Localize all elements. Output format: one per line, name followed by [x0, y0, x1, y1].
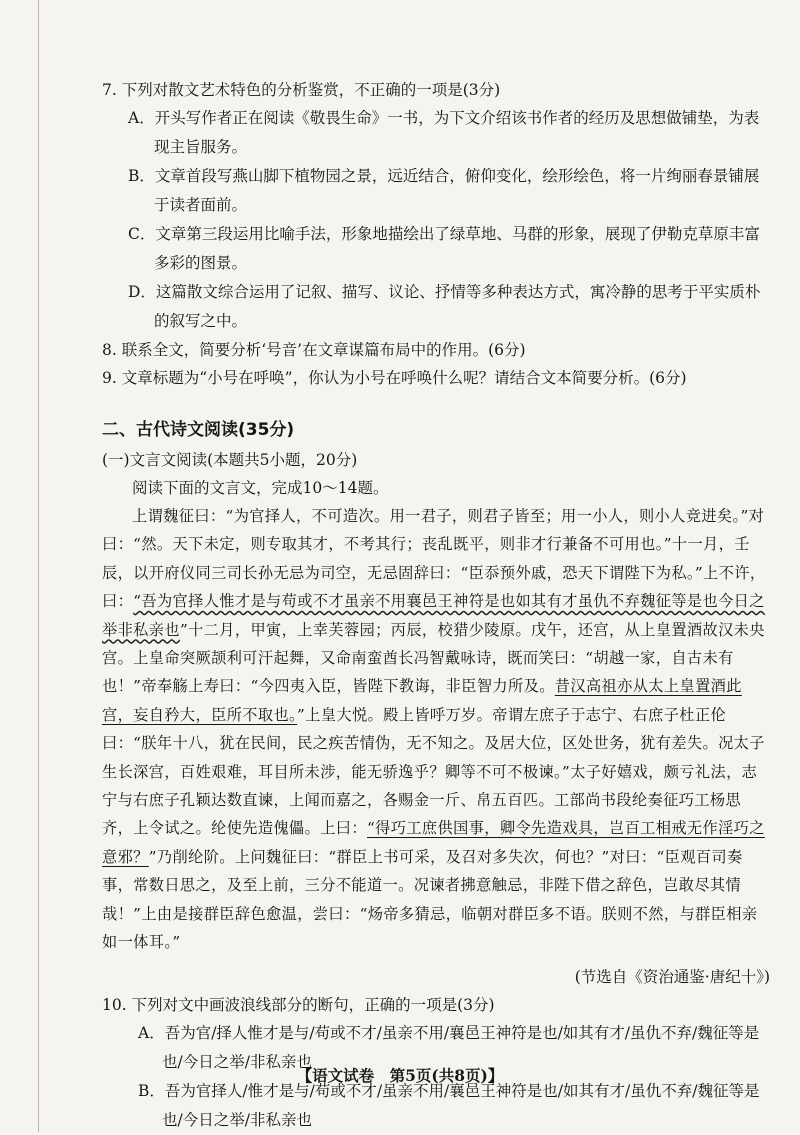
page-footer: 【语文试卷 第5页(共8页)】 [296, 1066, 504, 1085]
passage-part-4: ”乃削纶阶。上问魏征曰：“群臣上书可采，及召对多失次，何也？”对曰：“臣观百司奏事，常数日思之，及至上前，三分不能道一。况谏者拂意触忌，非陛下借之辞色，岂敢尽其情哉！”上由是接群臣辞色愈温，尝曰：“炀帝多猜忌，临朝对群臣多不语。朕则不然，与群臣相亲如一体耳。” [102, 847, 758, 952]
wavy-underlined-sentence: “吾为官择人惟才是与苟或不才虽亲不用襄邑王神符是也如其有才虽仇不弃魏征等是也今日之举非私亲也 [102, 592, 765, 639]
passage-source: (节选自《资治通鉴·唐纪十》) [574, 967, 770, 986]
question-7-option-d: D．这篇散文综合运用了记叙、描写、议论、抒情等多种表达方式，寓冷静的思考于平实质朴的叙写之中。 [128, 283, 761, 330]
exam-page [102, 76, 770, 1135]
question-7-stem: 7. 下列对散文艺术特色的分析鉴赏，不正确的一项是(3分) [102, 81, 501, 99]
passage-part-1: 上谓魏征曰：“为官择人，不可造次。用一君子，则君子皆至；用一小人，则小人竞进矣。”对曰：“然。天下未定，则专取其才，不考其行；丧乱既平，则非才行兼备不可用也。”十一月，壬辰，以开府仪同三司长孙无忌为司空，无忌固辞曰：“臣忝预外戚，恐天下谓陛下为私。”上不许，曰： [102, 507, 766, 611]
classical-passage [102, 502, 770, 957]
question-9: 9. 文章标题为“小号在呼唤”，你认为小号在呼唤什么呢？请结合文本简要分析。(6分) [102, 369, 687, 387]
question-8: 8. 联系全文，简要分析‘号音’在文章谋篇布局中的作用。(6分) [102, 341, 526, 359]
question-10-option-b: B．吾为官择人/惟才是与/苟或不才/虽亲不用/襄邑王神符是也/如其有才/虽仇不弃/魏征等是也/今日之举/非私亲也 [138, 1081, 760, 1129]
question-7-option-b: B．文章首段写燕山脚下植物园之景，远近结合，俯仰变化，绘形绘色，将一片绚丽春景铺展于读者面前。 [128, 167, 760, 214]
passage-part-2: ”十二月，甲寅，上幸芙蓉园；丙辰，校猎少陵原。戊午，还宫，从上皇置酒故汉未央宫。上皇命突厥颉利可汗起舞，又命南蛮酋长冯智戴咏诗，既而笑曰：“胡越一家，自古未有也！”帝奉觞上寿曰：“今四夷入臣，皆陛下教诲，非臣智力所及。 [102, 620, 765, 696]
question-7-option-c: C．文章第三段运用比喻手法，形象地描绘出了绿草地、马群的形象，展现了伊勒克草原丰富多彩的图景。 [128, 225, 760, 272]
reading-instruction: 阅读下面的文言文，完成10～14题。 [132, 479, 389, 497]
underlined-sentence-1: 昔汉高祖亦从太上皇置酒此宫，妄自矜大，臣所不取也。 [102, 677, 742, 724]
subsection-title: (一)文言文阅读(本题共5小题，20分) [102, 451, 358, 469]
question-10-stem: 10. 下列对文中画波浪线部分的断句，正确的一项是(3分) [102, 995, 495, 1014]
question-10-option-a: A．吾为官/择人惟才是与/苟或不才/虽亲不用/襄邑王神符是也/如其有才/虽仇不弃/魏征等是也/今日之举/非私亲也 [138, 1023, 760, 1071]
binding-line [38, 0, 39, 1132]
passage-part-3: ”上皇大悦。殿上皆呼万岁。帝谓左庶子于志宁、右庶子杜正伦曰：“朕年十八，犹在民间，民之疾苦情伪，无不知之。及居大位，区处世务，犹有差失。况太子生长深宫，百姓艰难，耳目所未涉，能无骄逸乎？卿等不可不极谏。”太子好嬉戏，颇亏礼法，志宁与右庶子孔颖达数直谏，上闻而嘉之，各赐金一斤、帛五百匹。工部尚书段纶奏征巧工杨思齐，上令试之。纶使先造傀儡。上曰： [102, 705, 765, 838]
section-title: 二、古代诗文阅读(35分) [102, 420, 295, 440]
underlined-sentence-2: “得巧工庶供国事，卿令先造戏具，岂百工相戒无作淫巧之意邪？ [102, 819, 765, 866]
question-7-option-a: A．开头写作者正在阅读《敬畏生命》一书，为下文介绍该书作者的经历及思想做铺垫，为表现主旨服务。 [128, 109, 760, 156]
